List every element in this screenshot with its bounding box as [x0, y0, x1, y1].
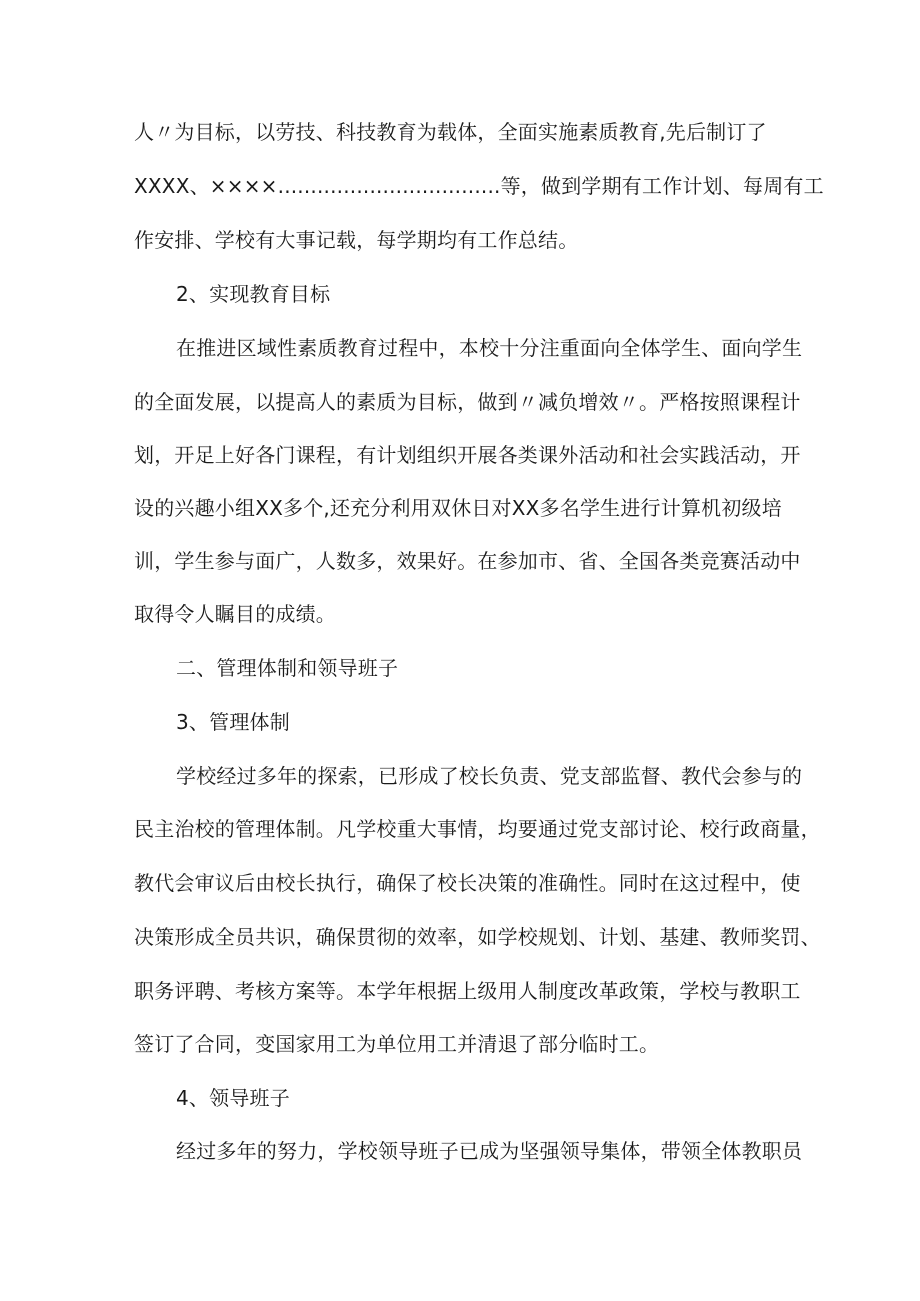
body-text-line: 签订了合同，变国家用工为单位用工并清退了部分临时工。 [134, 1032, 660, 1056]
body-text-line: 的全面发展，以提高人的素质为目标，做到〃减负增效〃。严格按照课程计 [134, 390, 801, 414]
body-text-line: 决策形成全员共识，确保贯彻的效率，如学校规划、计划、基建、教师奖罚、 [134, 925, 821, 949]
body-text-line: 训，学生参与面广，人数多，效果好。在参加市、省、全国各类竞赛活动中 [134, 549, 801, 573]
body-text-line: 作安排、学校有大事记载，每学期均有工作总结。 [134, 228, 579, 252]
section-heading: 3、管理体制 [176, 710, 290, 734]
body-text-line: 职务评聘、考核方案等。本学年根据上级用人制度改革政策，学校与教职工 [134, 979, 801, 1003]
body-text-line: 教代会审议后由校长执行，确保了校长决策的准确性。同时在这过程中，使 [134, 871, 801, 895]
section-heading: 2、实现教育目标 [176, 282, 331, 306]
section-heading: 4、领导班子 [176, 1086, 290, 1110]
chapter-heading: 二、管理体制和领导班子 [176, 656, 399, 680]
body-text-line: 学校经过多年的探索，已形成了校长负责、党支部监督、教代会参与的 [176, 764, 803, 788]
body-text-line: 在推进区域性素质教育过程中，本校十分注重面向全体学生、面向学生 [176, 336, 803, 360]
body-text-line: 民主治校的管理体制。凡学校重大事情，均要通过党支部讨论、校行政商量， [134, 817, 821, 841]
body-text-line: 取得令人瞩目的成绩。 [134, 602, 336, 626]
body-text-line: 设的兴趣小组XX多个,还充分利用双休日对XX多名学生进行计算机初级培 [134, 496, 782, 520]
body-text-line: 划，开足上好各门课程，有计划组织开展各类课外活动和社会实践活动，开 [134, 443, 801, 467]
body-text-line: XXXX、××××..................................等，做到学期有工作计划、每周有工 [134, 174, 824, 198]
body-text-line: 人〃为目标，以劳技、科技教育为载体，全面实施素质教育,先后制订了 [134, 120, 767, 144]
body-text-line: 经过多年的努力，学校领导班子已成为坚强领导集体，带领全体教职员 [176, 1139, 803, 1163]
